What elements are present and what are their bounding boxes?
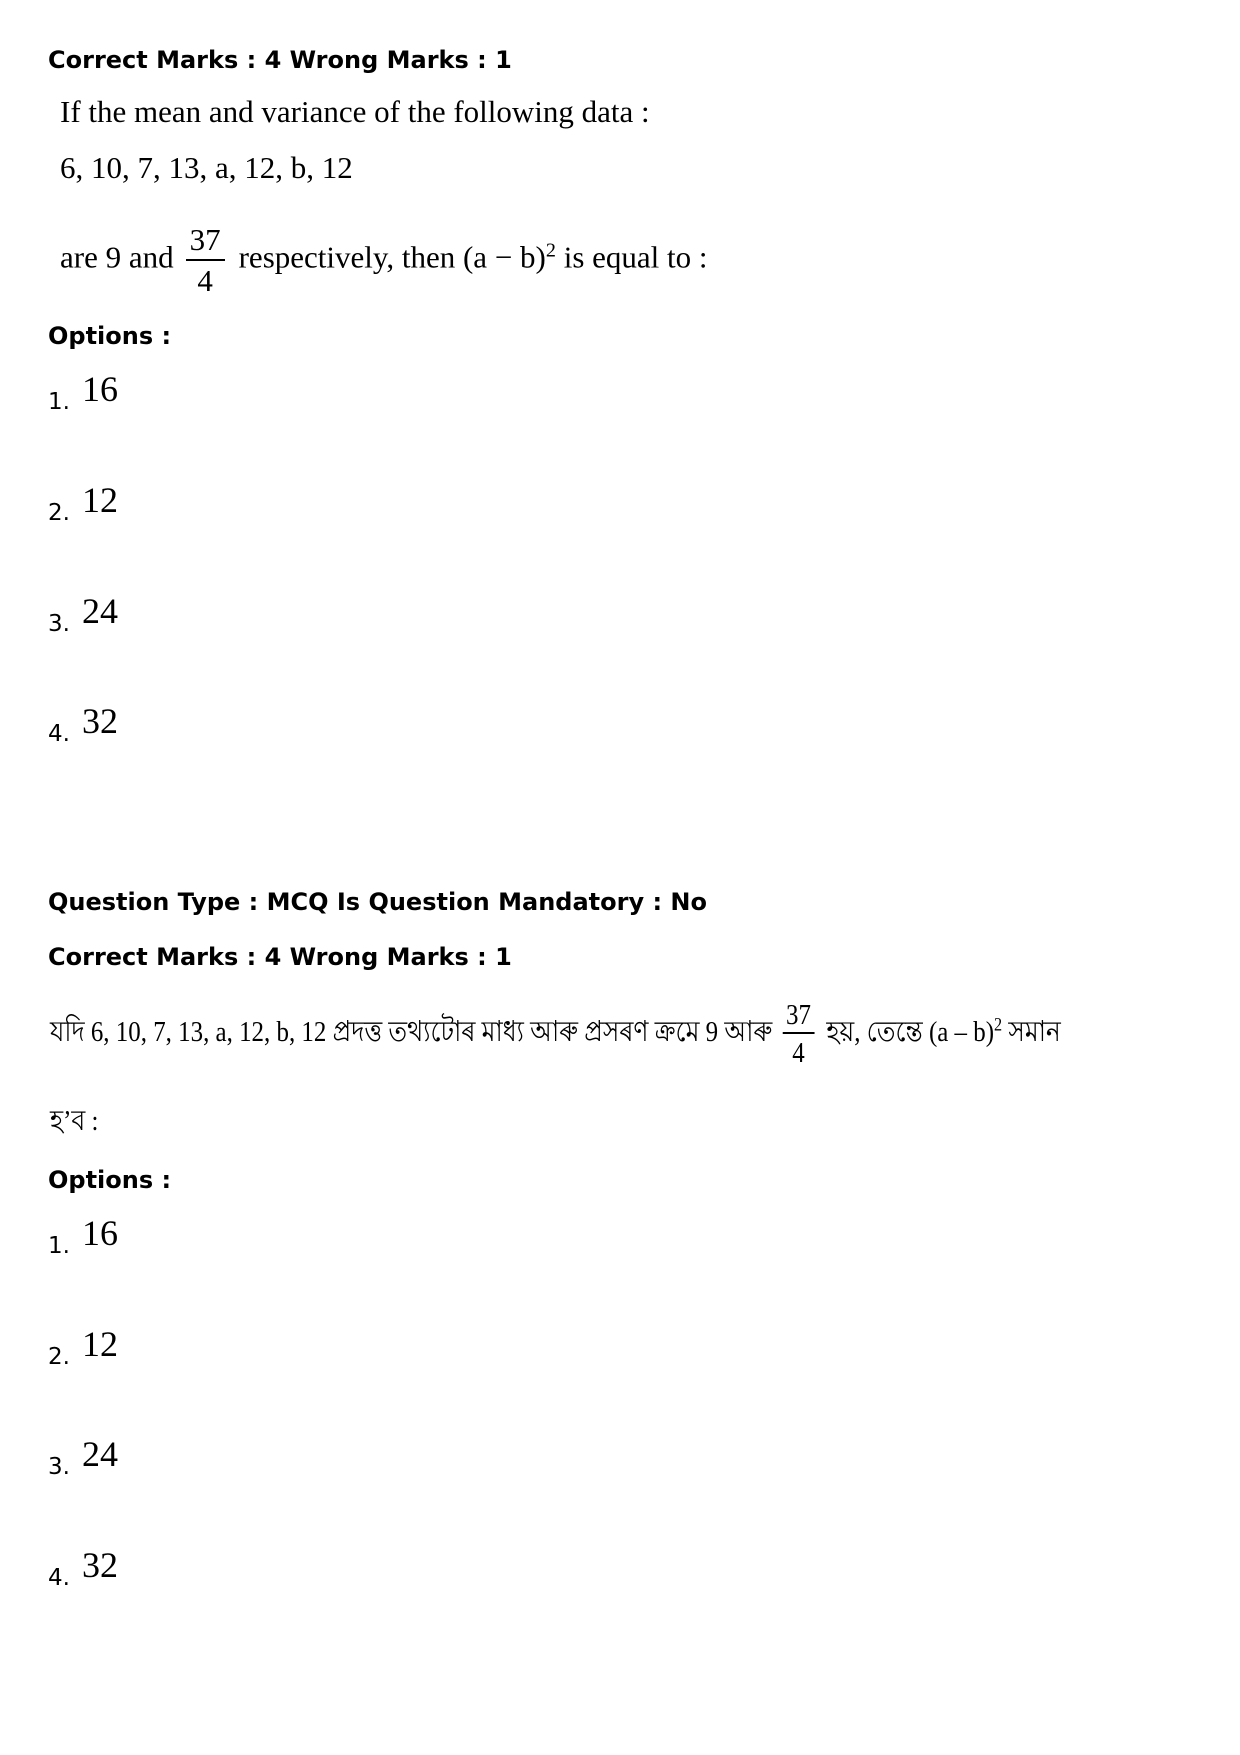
- q2-option-1[interactable]: [48, 1212, 118, 1259]
- q1-option-1[interactable]: [48, 368, 118, 415]
- q2-fraction-denominator: 4: [792, 1037, 805, 1070]
- option-number: 2.: [48, 500, 70, 526]
- q2-option-4[interactable]: [48, 1544, 118, 1591]
- q1-line3-post: respectively, then (a − b): [238, 239, 546, 275]
- option-number: 1.: [48, 1233, 70, 1259]
- q2-fraction-numerator: 37: [783, 1000, 815, 1034]
- q1-option-4[interactable]: [48, 700, 118, 747]
- option-number: 2.: [48, 1344, 70, 1370]
- q1-fraction: [186, 224, 225, 297]
- q2-fraction: [783, 1000, 815, 1069]
- q1-options-label: Options :: [48, 322, 172, 350]
- q2-option-2[interactable]: [48, 1323, 118, 1370]
- q2-options-label: Options :: [48, 1166, 172, 1194]
- q2-line1-post: হয়, তেন্তে (a – b): [826, 1016, 995, 1049]
- option-value: 12: [81, 480, 118, 520]
- option-number: 4.: [48, 1565, 70, 1591]
- q1-option-3[interactable]: [48, 590, 118, 637]
- q2-type-line: Question Type : MCQ Is Question Mandatory : No: [48, 888, 707, 916]
- option-value: 16: [81, 369, 118, 409]
- option-number: 4.: [48, 721, 70, 747]
- option-number: 3.: [48, 1454, 70, 1480]
- q1-marks-line: Correct Marks : 4 Wrong Marks : 1: [48, 46, 512, 74]
- q1-exponent: 2: [545, 239, 556, 262]
- option-value: 32: [81, 701, 118, 741]
- option-value: 32: [81, 1545, 118, 1585]
- q1-fraction-numerator: 37: [186, 224, 225, 261]
- q2-marks-line: Correct Marks : 4 Wrong Marks : 1: [48, 943, 512, 971]
- q2-line1-pre: যদি 6, 10, 7, 13, a, 12, b, 12 প্ৰদত্ত তথ্যটোৰ মাধ্য আৰু প্ৰসৰণ ক্ৰমে 9 আৰু: [50, 1016, 773, 1049]
- option-number: 1.: [48, 389, 70, 415]
- q1-question-line2: 6, 10, 7, 13, a, 12, b, 12: [60, 150, 353, 185]
- q2-question-line2: হ’ব :: [50, 1105, 99, 1137]
- q2-exponent: 2: [994, 1014, 1003, 1036]
- q2-question-line1: [50, 1000, 1061, 1069]
- q2-line1-end: সমান: [1002, 1016, 1061, 1049]
- q1-question-line3: [60, 224, 708, 297]
- option-value: 24: [81, 591, 118, 631]
- q1-option-2[interactable]: [48, 479, 118, 526]
- q1-line3-pre: are 9 and: [60, 239, 174, 275]
- option-value: 12: [81, 1324, 118, 1364]
- q1-fraction-denominator: 4: [197, 262, 213, 298]
- option-value: 16: [81, 1213, 118, 1253]
- q1-line3-end: is equal to :: [555, 239, 708, 275]
- option-number: 3.: [48, 611, 70, 637]
- q2-option-3[interactable]: [48, 1433, 118, 1480]
- option-value: 24: [81, 1434, 118, 1474]
- q1-question-line1: If the mean and variance of the following data :: [60, 94, 650, 129]
